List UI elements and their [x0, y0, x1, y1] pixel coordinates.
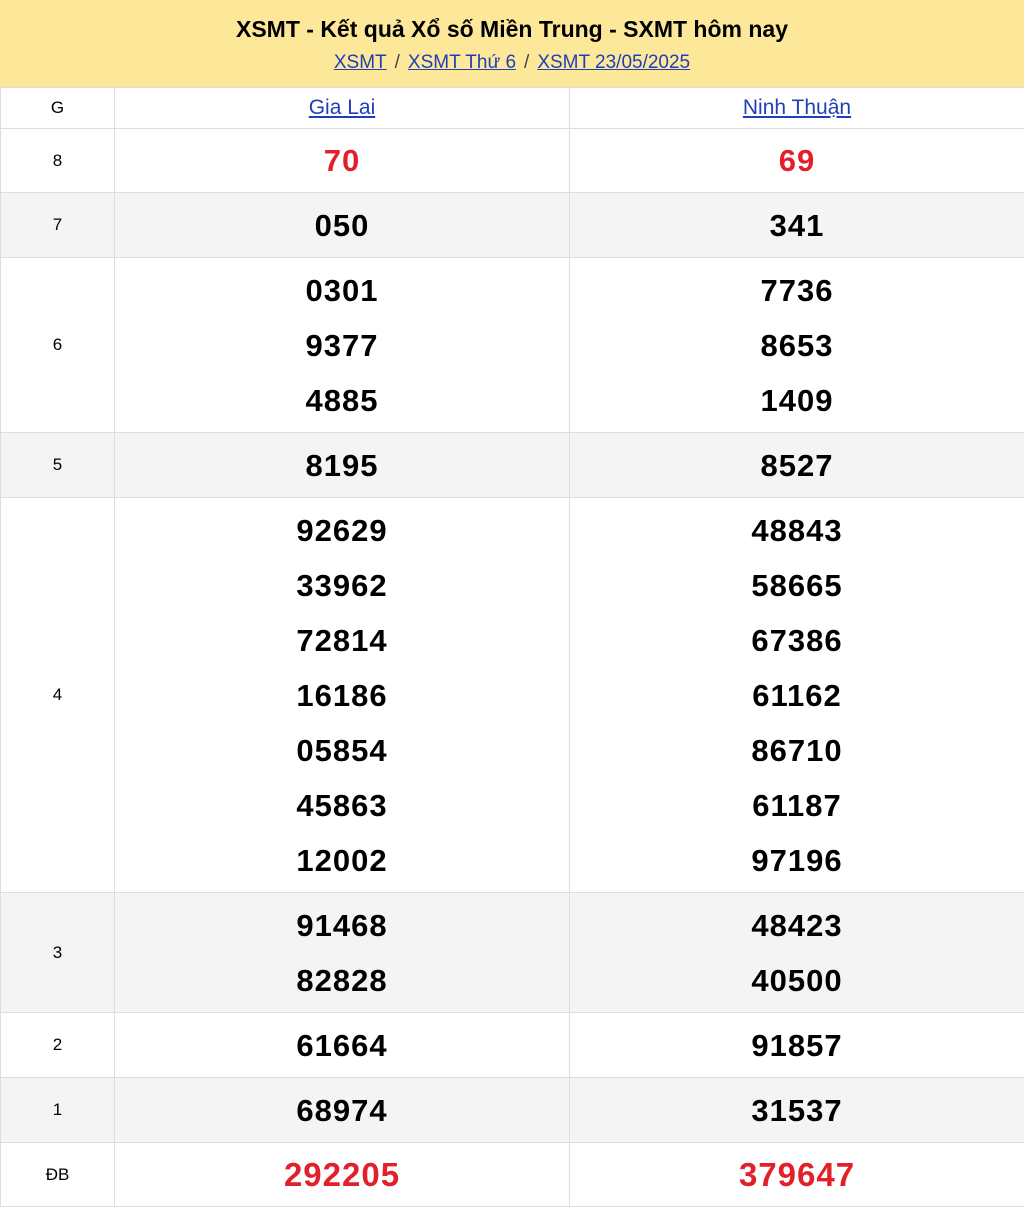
- prize-label: 7: [1, 193, 115, 258]
- province-link-ninh-thuan[interactable]: Ninh Thuận: [743, 96, 851, 119]
- prize-number: 91468: [115, 898, 569, 953]
- breadcrumb-xsmt-link[interactable]: XSMT: [334, 52, 387, 73]
- prize-cell-ninh-thuan: [570, 193, 1024, 258]
- prize-cell-gia-lai: [115, 893, 570, 1013]
- prize-number: 16186: [115, 668, 569, 723]
- breadcrumb: [0, 51, 1024, 75]
- breadcrumb-date-link[interactable]: XSMT 23/05/2025: [537, 52, 690, 73]
- prize-number: 82828: [115, 953, 569, 1008]
- prize-number: 86710: [570, 723, 1024, 778]
- prize-row-3: [1, 893, 1024, 1013]
- results-table: [0, 87, 1024, 1207]
- prize-number: 05854: [115, 723, 569, 778]
- prize-label: 2: [1, 1013, 115, 1078]
- prize-cell-gia-lai: [115, 1143, 570, 1207]
- prize-number: 92629: [115, 503, 569, 558]
- prize-cell-ninh-thuan: [570, 129, 1024, 193]
- prize-label: 3: [1, 893, 115, 1013]
- prize-cell-gia-lai: [115, 1078, 570, 1143]
- prize-number: 45863: [115, 778, 569, 833]
- prize-row-1: [1, 1078, 1024, 1143]
- prize-cell-gia-lai: [115, 433, 570, 498]
- prize-cell-gia-lai: [115, 258, 570, 433]
- special-prize-number: 379647: [570, 1147, 1024, 1202]
- prize-cell-gia-lai: [115, 1013, 570, 1078]
- prize-number: 8527: [570, 438, 1024, 493]
- prize-cell-ninh-thuan: [570, 893, 1024, 1013]
- prize-row-8: [1, 129, 1024, 193]
- prize-label: ĐB: [1, 1143, 115, 1207]
- prize-row-6: [1, 258, 1024, 433]
- prize-label: 8: [1, 129, 115, 193]
- special-prize-number: 292205: [115, 1147, 569, 1202]
- province-link-gia-lai[interactable]: Gia Lai: [309, 96, 376, 119]
- prize-number: 48843: [570, 503, 1024, 558]
- prize-number: 61664: [115, 1018, 569, 1073]
- prize-number: 8653: [570, 318, 1024, 373]
- prize-number: 67386: [570, 613, 1024, 668]
- prize-number: 68974: [115, 1083, 569, 1138]
- breadcrumb-separator: /: [524, 52, 529, 73]
- prize-cell-ninh-thuan: [570, 1013, 1024, 1078]
- prize-label: 5: [1, 433, 115, 498]
- prize-number: 97196: [570, 833, 1024, 888]
- table-header-row: [1, 88, 1024, 129]
- prize-row-5: [1, 433, 1024, 498]
- prize-number: 61162: [570, 668, 1024, 723]
- prize-number: 91857: [570, 1018, 1024, 1073]
- prize-number: 48423: [570, 898, 1024, 953]
- prize-number: 4885: [115, 373, 569, 428]
- prize-number: 70: [115, 133, 569, 188]
- prize-cell-gia-lai: [115, 193, 570, 258]
- breadcrumb-thu6-link[interactable]: XSMT Thứ 6: [408, 52, 516, 73]
- prize-number: 58665: [570, 558, 1024, 613]
- province-header-gia-lai: [115, 88, 570, 129]
- prize-cell-ninh-thuan: [570, 1078, 1024, 1143]
- prize-number: 341: [570, 198, 1024, 253]
- prize-cell-ninh-thuan: [570, 433, 1024, 498]
- prize-number: 33962: [115, 558, 569, 613]
- prize-row-2: [1, 1013, 1024, 1078]
- prize-cell-gia-lai: [115, 498, 570, 893]
- breadcrumb-separator: /: [395, 52, 400, 73]
- prize-number: 72814: [115, 613, 569, 668]
- prize-number: 12002: [115, 833, 569, 888]
- prize-row-special: [1, 1143, 1024, 1207]
- prize-row-4: [1, 498, 1024, 893]
- prize-number: 7736: [570, 263, 1024, 318]
- prize-column-header: G: [1, 88, 115, 129]
- prize-row-7: [1, 193, 1024, 258]
- prize-number: 61187: [570, 778, 1024, 833]
- prize-number: 69: [570, 133, 1024, 188]
- province-header-ninh-thuan: [570, 88, 1024, 129]
- prize-number: 40500: [570, 953, 1024, 1008]
- prize-label: 6: [1, 258, 115, 433]
- prize-cell-gia-lai: [115, 129, 570, 193]
- prize-label: 1: [1, 1078, 115, 1143]
- prize-cell-ninh-thuan: [570, 1143, 1024, 1207]
- prize-number: 0301: [115, 263, 569, 318]
- prize-number: 8195: [115, 438, 569, 493]
- prize-number: 050: [115, 198, 569, 253]
- prize-cell-ninh-thuan: [570, 258, 1024, 433]
- prize-label: 4: [1, 498, 115, 893]
- prize-number: 1409: [570, 373, 1024, 428]
- page-header: [0, 0, 1024, 87]
- prize-cell-ninh-thuan: [570, 498, 1024, 893]
- prize-number: 9377: [115, 318, 569, 373]
- page-title: XSMT - Kết quả Xổ số Miền Trung - SXMT hôm nay: [0, 15, 1024, 43]
- prize-number: 31537: [570, 1083, 1024, 1138]
